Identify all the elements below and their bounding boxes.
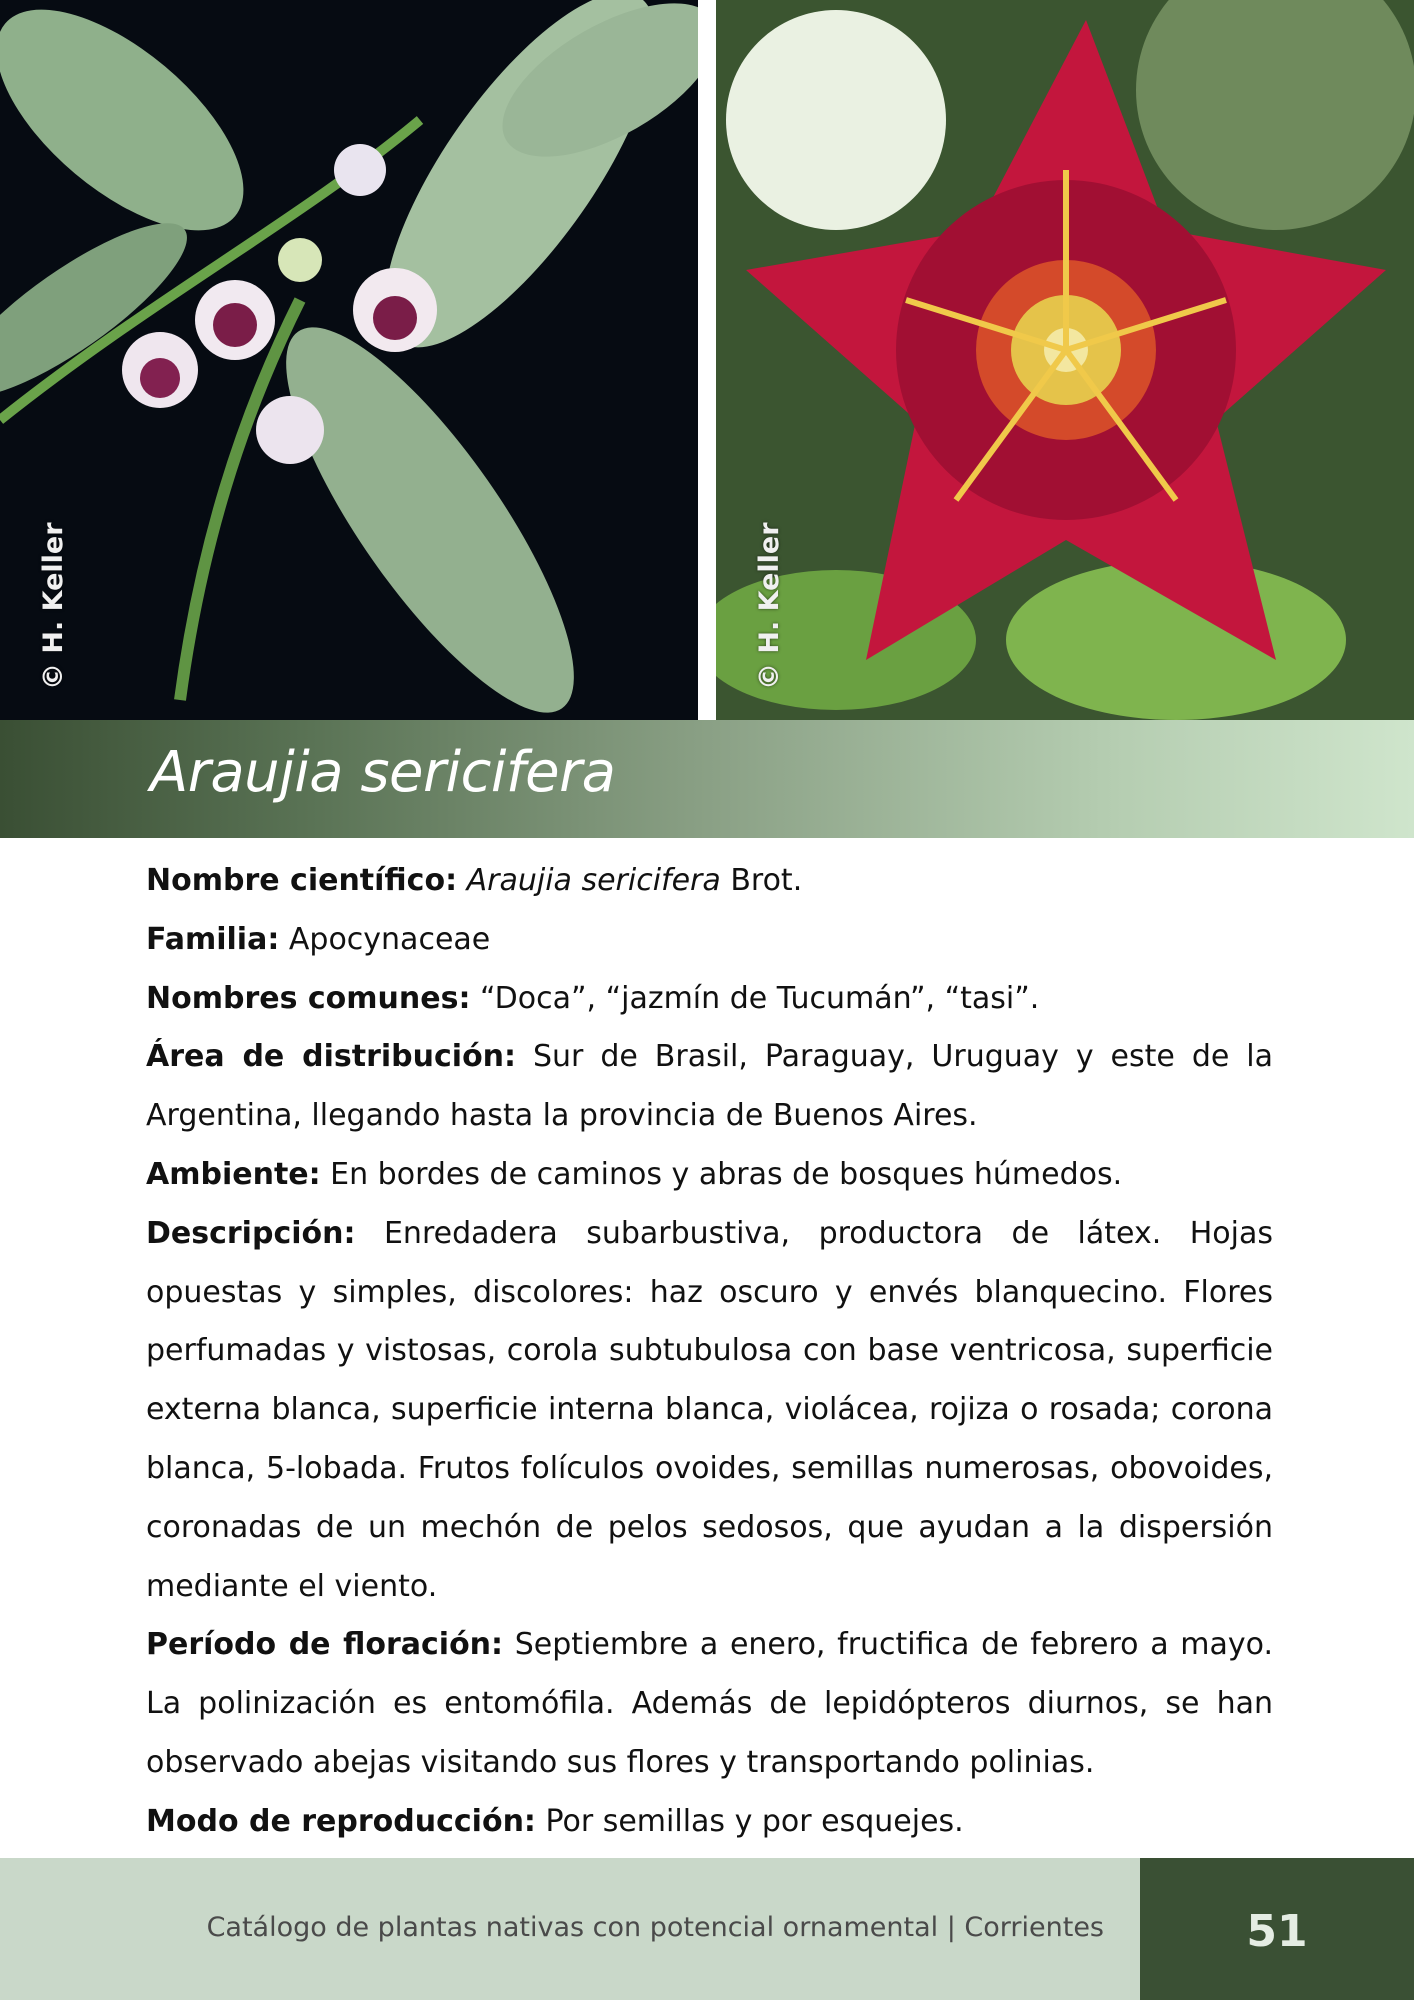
page-number: 51: [1246, 1906, 1308, 1957]
field-scientific-name: [146, 852, 1273, 911]
field-label: Área de distribución:: [146, 1039, 517, 1075]
footer-page-box: [1140, 1858, 1414, 2000]
field-value: En bordes de caminos y abras de bosques húmedos.: [320, 1156, 1123, 1192]
field-label: Nombre científico:: [146, 863, 458, 898]
field-value: Apocynaceae: [279, 921, 491, 957]
field-description: [146, 1205, 1273, 1617]
footer-catalog-title: Catálogo de plantas nativas con potencial ornamental | Corrientes: [206, 1912, 1104, 1943]
field-value: Septiembre a enero, fructifica de febrero a mayo. La polinización es entomófila. Además de lepidópteros diurnos, se han observado abejas visitando sus flores y transportando polinias.: [146, 1627, 1273, 1780]
footer-catalog-band: [0, 1858, 1140, 2000]
photo-red-flower: [716, 0, 1414, 720]
field-common-names: [146, 970, 1273, 1029]
field-label: Período de floración:: [146, 1627, 504, 1663]
field-value: Enredadera subarbustiva, productora de látex. Hojas opuestas y simples, discolores: haz oscuro y envés blanquecino. Flores perfumadas y vistosas, corola subtubulosa con base ventricosa, superficie externa blanca, superficie interna blanca, violácea, rojiza o rosada; corona blanca, 5-lobada. Frutos folículos ovoides, semillas numerosas, obovoides, coronadas de un mechón de pelos sedosos, que ayudan a la dispersión mediante el viento.: [146, 1215, 1273, 1604]
field-value: Por semillas y por esquejes.: [535, 1803, 964, 1839]
scientific-name-author: Brot.: [720, 863, 803, 898]
leaves-and-flower-cluster-icon: [0, 0, 698, 720]
photo-credit: © H. Keller: [754, 522, 785, 690]
field-label: Modo de reproducción:: [146, 1803, 536, 1839]
field-label: Descripción:: [146, 1215, 356, 1251]
red-flower-closeup-icon: [716, 0, 1414, 720]
photo-credit: © H. Keller: [38, 522, 69, 690]
scientific-name-value: Araujia sericifera: [466, 863, 721, 898]
field-label: Nombres comunes:: [146, 980, 471, 1016]
field-value: Sur de Brasil, Paraguay, Uruguay y este de la Argentina, llegando hasta la provincia de Buenos Aires.: [146, 1039, 1273, 1134]
photo-leaves-flowers: [0, 0, 698, 720]
field-value: “Doca”, “jazmín de Tucumán”, “tasi”.: [470, 980, 1040, 1016]
field-reproduction: [146, 1793, 1273, 1852]
field-environment: [146, 1146, 1273, 1205]
title-bar: [0, 720, 1414, 838]
species-description: [146, 852, 1273, 1852]
field-label: Ambiente:: [146, 1156, 321, 1192]
field-label: Familia:: [146, 921, 280, 957]
species-title: Araujia sericifera: [150, 740, 616, 805]
field-family: [146, 911, 1273, 970]
field-distribution: [146, 1028, 1273, 1146]
field-flowering: [146, 1616, 1273, 1792]
